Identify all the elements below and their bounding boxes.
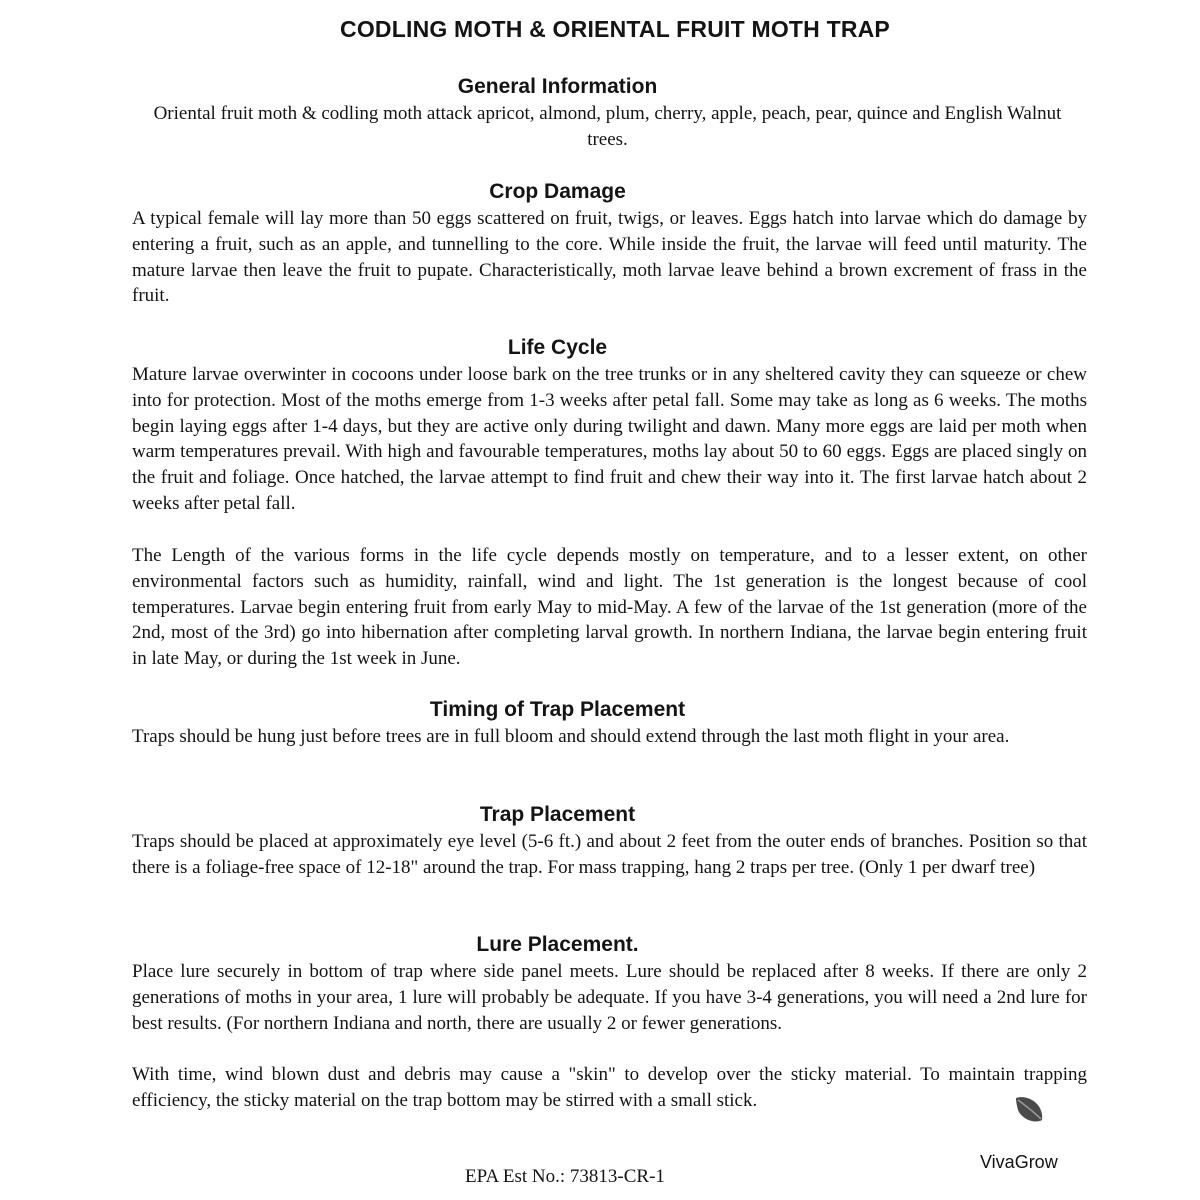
heading-lure-placement: Lure Placement. — [476, 933, 639, 956]
brand-name: VivaGrow — [980, 1152, 1058, 1172]
heading-timing-of-trap-placement: Timing of Trap Placement — [429, 698, 686, 721]
life-cycle-text-1: Mature larvae overwinter in cocoons under loose bark on the tree trunks or in any sheltered cavity they can squeeze or chew into for protection. Most of the moths emerge from 1-3 weeks after petal fall. Some may take as long as 6 weeks. The moths begin laying eggs after 1-4 days, but they are active only during twilight and dawn. Many more eggs are laid per moth when warm temperatures prevail. With high and favourable temperatures, moths lay about 50 to 60 eggs. Eggs are placed singly on the fruit and foliage. Once hatched, the larvae attempt to find fruit and chew their way into it. The first larvae hatch about 2 weeks after petal fall. — [132, 364, 1087, 514]
leaf-icon — [1010, 1090, 1050, 1130]
document-title: CODLING MOTH & ORIENTAL FRUIT MOTH TRAP — [340, 16, 890, 42]
epa-establishment-number: EPA Est No.: 73813-CR-1 — [465, 1166, 665, 1187]
timing-of-trap-placement-text: Traps should be hung just before trees are in full bloom and should extend through the last moth flight in your area. — [132, 726, 1010, 747]
lure-placement-text-1: Place lure securely in bottom of trap where side panel meets. Lure should be replaced after 8 weeks. If there are only 2 generations of moths in your area, 1 lure will probably be adequate. If you have 3-4 generations, you will need a 2nd lure for best results. (For northern Indiana and north, there are usually 2 or fewer generations. — [132, 961, 1087, 1034]
heading-crop-damage: Crop Damage — [489, 180, 626, 203]
heading-life-cycle: Life Cycle — [507, 336, 608, 359]
trap-placement-text: Traps should be placed at approximately eye level (5-6 ft.) and about 2 feet from the outer ends of branches. Position so that there is a foliage-free space of 12-18" around the trap. For mass trapping, hang 2 traps per tree. (Only 1 per dwarf tree) — [132, 831, 1087, 878]
heading-general-information: General Information — [457, 75, 658, 98]
crop-damage-text: A typical female will lay more than 50 eggs scattered on fruit, twigs, or leaves. Eggs hatch into larvae which do damage by entering a fruit, such as an apple, and tunnelling to the core. While inside the fruit, the larvae will feed until maturity. The mature larvae then leave the fruit to pupate. Characteristically, moth larvae leave behind a brown excrement of frass in the fruit. — [132, 208, 1087, 307]
heading-trap-placement: Trap Placement — [479, 803, 636, 826]
lure-placement-text-2: With time, wind blown dust and debris may cause a "skin" to develop over the sticky material. To maintain trapping efficiency, the sticky material on the trap bottom may be stirred with a small stick. — [132, 1064, 1087, 1111]
life-cycle-text-2: The Length of the various forms in the life cycle depends mostly on temperature, and to a lesser extent, on other environmental factors such as humidity, rainfall, wind and light. The 1st generation is the longest because of cool temperatures. Larvae begin entering fruit from early May to mid-May. A few of the larvae of the 1st generation (more of the 2nd, most of the 3rd) go into hibernation after completing larval growth. In northern Indiana, the larvae begin entering fruit in late May, or during the 1st week in June. — [132, 545, 1087, 670]
general-information-text: Oriental fruit moth & codling moth attack apricot, almond, plum, cherry, apple, peach, pear, quince and English Walnut trees. — [153, 103, 1062, 150]
